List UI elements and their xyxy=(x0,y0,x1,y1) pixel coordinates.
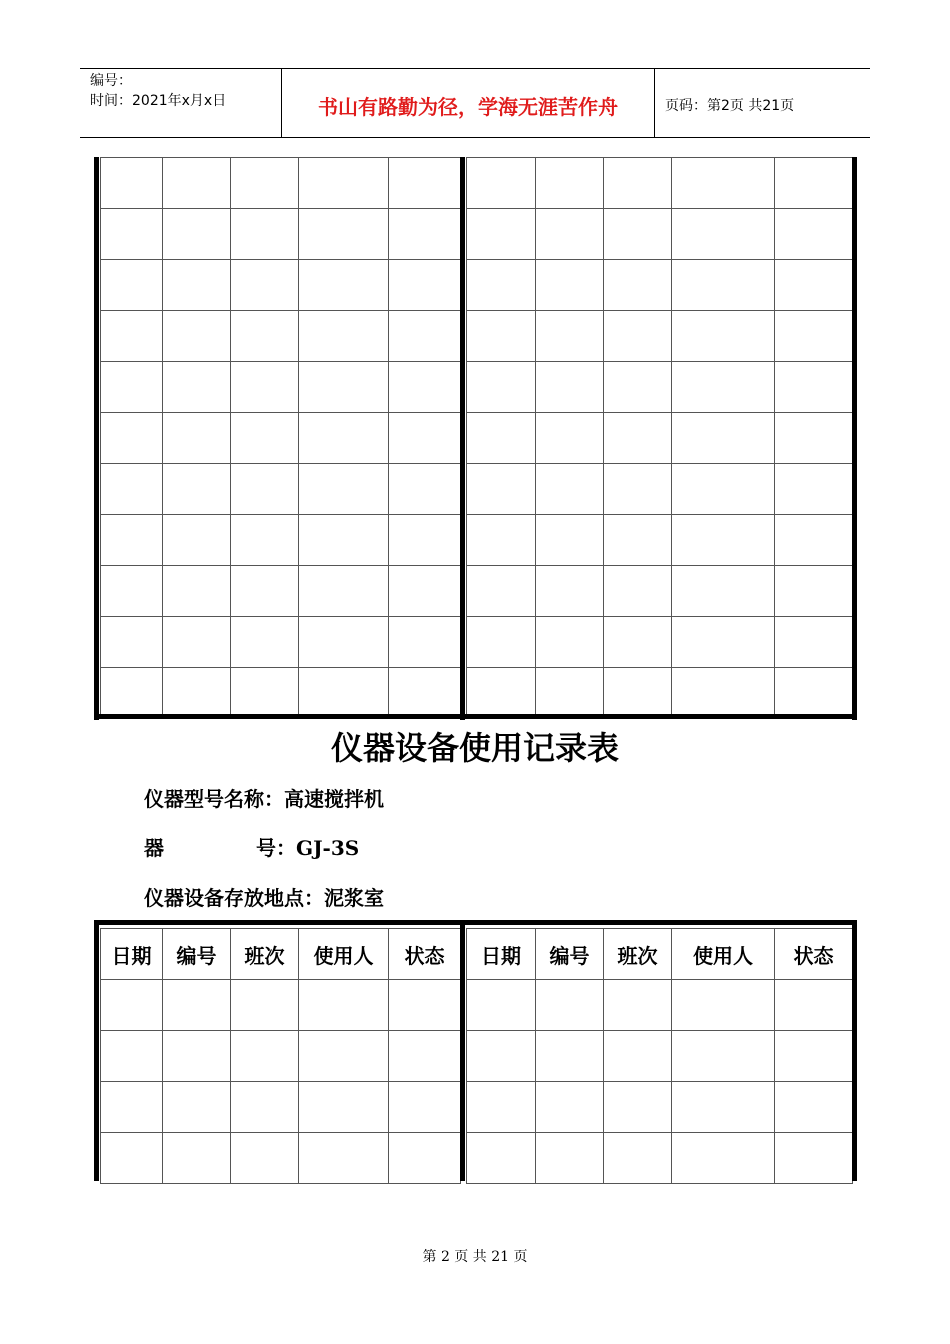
table-cell xyxy=(299,668,389,719)
table-cell xyxy=(672,413,775,464)
record-header-row-left xyxy=(101,929,461,980)
top-grid-bottom-border xyxy=(94,714,857,719)
table-cell xyxy=(231,311,299,362)
table-cell xyxy=(775,209,853,260)
table-cell xyxy=(389,311,461,362)
table-cell xyxy=(536,311,604,362)
table-row xyxy=(467,566,853,617)
id-label: 器 xyxy=(144,836,164,860)
table-cell xyxy=(299,464,389,515)
table-row xyxy=(467,1031,853,1082)
motto: 书山有路勤为径，学海无涯苦作舟 xyxy=(318,95,618,119)
table-cell xyxy=(163,1082,231,1133)
model-line xyxy=(144,786,384,812)
table-cell xyxy=(536,1031,604,1082)
column-header-number: 编号 xyxy=(163,929,231,980)
table-row xyxy=(101,1133,461,1184)
table-cell xyxy=(775,1031,853,1082)
time-label: 时间：2021年x月x日 xyxy=(90,93,227,109)
table-row xyxy=(467,980,853,1031)
table-cell xyxy=(389,260,461,311)
table-cell xyxy=(389,980,461,1031)
table-cell xyxy=(299,515,389,566)
table-cell xyxy=(231,668,299,719)
table-cell xyxy=(101,1031,163,1082)
table-cell xyxy=(389,464,461,515)
table-cell xyxy=(775,158,853,209)
table-cell xyxy=(299,413,389,464)
table-cell xyxy=(672,158,775,209)
table-cell xyxy=(231,566,299,617)
table-cell xyxy=(467,1133,536,1184)
table-cell xyxy=(163,158,231,209)
record-table-left-border xyxy=(94,920,99,1181)
table-cell xyxy=(604,1133,672,1184)
table-cell xyxy=(299,980,389,1031)
table-cell xyxy=(231,1031,299,1082)
table-cell xyxy=(163,1031,231,1082)
table-cell xyxy=(299,566,389,617)
table-cell xyxy=(672,1133,775,1184)
table-row xyxy=(101,464,461,515)
table-cell xyxy=(775,362,853,413)
table-cell xyxy=(536,668,604,719)
column-header-user: 使用人 xyxy=(672,929,775,980)
table-cell xyxy=(672,980,775,1031)
table-cell xyxy=(467,311,536,362)
table-cell xyxy=(775,311,853,362)
table-row xyxy=(101,566,461,617)
record-table-right-border xyxy=(852,920,857,1181)
table-row xyxy=(467,1082,853,1133)
table-cell xyxy=(672,209,775,260)
table-cell xyxy=(467,1031,536,1082)
table-cell xyxy=(775,668,853,719)
table-cell xyxy=(299,617,389,668)
location-value: 泥浆室 xyxy=(324,886,384,910)
table-cell xyxy=(101,515,163,566)
table-cell xyxy=(101,566,163,617)
table-cell xyxy=(101,1133,163,1184)
table-row xyxy=(101,515,461,566)
table-cell xyxy=(467,362,536,413)
table-cell xyxy=(775,1082,853,1133)
table-cell xyxy=(604,413,672,464)
table-row xyxy=(101,260,461,311)
record-header-row-right xyxy=(467,929,853,980)
table-row xyxy=(101,980,461,1031)
id-line xyxy=(144,835,359,861)
table-cell xyxy=(775,413,853,464)
column-header-user: 使用人 xyxy=(299,929,389,980)
location-label: 仪器设备存放地点： xyxy=(144,886,324,910)
table-cell xyxy=(389,1082,461,1133)
table-cell xyxy=(536,1133,604,1184)
column-header-date: 日期 xyxy=(467,929,536,980)
table-cell xyxy=(101,209,163,260)
table-cell xyxy=(604,617,672,668)
table-cell xyxy=(163,413,231,464)
table-cell xyxy=(101,158,163,209)
table-cell xyxy=(231,1133,299,1184)
table-cell xyxy=(672,566,775,617)
top-grid-center-border xyxy=(460,157,465,720)
table-cell xyxy=(231,362,299,413)
top-grid-left xyxy=(100,157,461,719)
table-cell xyxy=(604,260,672,311)
table-row xyxy=(467,158,853,209)
table-row xyxy=(101,1082,461,1133)
table-cell xyxy=(389,1031,461,1082)
table-cell xyxy=(299,362,389,413)
table-cell xyxy=(536,515,604,566)
table-cell xyxy=(163,617,231,668)
table-cell xyxy=(231,617,299,668)
table-cell xyxy=(672,260,775,311)
table-row xyxy=(467,1133,853,1184)
table-row xyxy=(467,668,853,719)
table-cell xyxy=(163,464,231,515)
record-table-top-border xyxy=(94,920,857,925)
header-motto-cell xyxy=(282,69,655,137)
table-cell xyxy=(672,464,775,515)
column-header-shift: 班次 xyxy=(231,929,299,980)
page-info: 页码：第2页 共21页 xyxy=(665,98,795,114)
table-cell xyxy=(536,464,604,515)
table-cell xyxy=(299,311,389,362)
table-cell xyxy=(101,311,163,362)
table-cell xyxy=(163,311,231,362)
table-cell xyxy=(775,980,853,1031)
table-cell xyxy=(775,515,853,566)
table-cell xyxy=(231,260,299,311)
table-cell xyxy=(672,362,775,413)
table-cell xyxy=(299,209,389,260)
location-line xyxy=(144,885,384,911)
table-cell xyxy=(775,260,853,311)
top-grid-right-border xyxy=(852,157,857,720)
table-cell xyxy=(467,209,536,260)
id-label-suffix: 号： xyxy=(256,836,296,860)
table-cell xyxy=(101,617,163,668)
column-header-date: 日期 xyxy=(101,929,163,980)
page-header xyxy=(80,68,870,138)
table-cell xyxy=(163,668,231,719)
table-cell xyxy=(672,668,775,719)
column-header-shift: 班次 xyxy=(604,929,672,980)
table-row xyxy=(467,617,853,668)
table-cell xyxy=(101,668,163,719)
table-cell xyxy=(604,1031,672,1082)
table-cell xyxy=(389,566,461,617)
table-cell xyxy=(299,1031,389,1082)
table-cell xyxy=(467,668,536,719)
table-cell xyxy=(163,260,231,311)
table-cell xyxy=(163,515,231,566)
table-cell xyxy=(389,209,461,260)
table-cell xyxy=(231,158,299,209)
column-header-status: 状态 xyxy=(775,929,853,980)
table-cell xyxy=(536,209,604,260)
record-table-center-border xyxy=(460,920,465,1181)
table-row xyxy=(101,617,461,668)
table-cell xyxy=(467,980,536,1031)
table-cell xyxy=(231,980,299,1031)
table-cell xyxy=(672,617,775,668)
table-cell xyxy=(101,1082,163,1133)
table-cell xyxy=(389,362,461,413)
table-cell xyxy=(389,515,461,566)
table-cell xyxy=(163,362,231,413)
page-title: 仪器设备使用记录表 xyxy=(330,729,619,767)
table-cell xyxy=(389,668,461,719)
table-cell xyxy=(775,617,853,668)
table-cell xyxy=(299,158,389,209)
table-cell xyxy=(467,1082,536,1133)
table-cell xyxy=(231,1082,299,1133)
table-cell xyxy=(536,617,604,668)
table-cell xyxy=(101,260,163,311)
table-row xyxy=(467,260,853,311)
header-page-cell xyxy=(655,69,870,137)
table-cell xyxy=(101,362,163,413)
header-meta xyxy=(80,69,282,137)
table-row xyxy=(467,464,853,515)
table-cell xyxy=(389,1133,461,1184)
table-cell xyxy=(299,260,389,311)
table-cell xyxy=(604,515,672,566)
table-row xyxy=(467,413,853,464)
table-cell xyxy=(389,413,461,464)
table-cell xyxy=(231,413,299,464)
table-cell xyxy=(672,1082,775,1133)
table-cell xyxy=(604,566,672,617)
table-cell xyxy=(604,311,672,362)
table-cell xyxy=(467,464,536,515)
table-cell xyxy=(604,209,672,260)
table-row xyxy=(101,413,461,464)
record-table-left xyxy=(100,928,461,1184)
table-row xyxy=(101,668,461,719)
record-table-right xyxy=(466,928,853,1184)
table-cell xyxy=(536,362,604,413)
table-row xyxy=(101,158,461,209)
table-cell xyxy=(467,566,536,617)
table-row xyxy=(101,1031,461,1082)
table-cell xyxy=(775,464,853,515)
table-cell xyxy=(672,515,775,566)
column-header-number: 编号 xyxy=(536,929,604,980)
table-cell xyxy=(536,980,604,1031)
table-row xyxy=(467,362,853,413)
table-cell xyxy=(467,617,536,668)
table-row xyxy=(101,362,461,413)
table-cell xyxy=(163,1133,231,1184)
table-cell xyxy=(299,1082,389,1133)
table-cell xyxy=(163,980,231,1031)
table-cell xyxy=(536,260,604,311)
table-row xyxy=(467,311,853,362)
table-cell xyxy=(775,566,853,617)
table-cell xyxy=(536,413,604,464)
table-row xyxy=(467,515,853,566)
table-cell xyxy=(467,515,536,566)
table-cell xyxy=(536,1082,604,1133)
id-value: GJ-3S xyxy=(296,836,360,860)
model-label: 仪器型号名称： xyxy=(144,787,284,811)
top-grid-right xyxy=(466,157,853,719)
table-cell xyxy=(604,464,672,515)
top-grid-left-border xyxy=(94,157,99,720)
table-cell xyxy=(536,158,604,209)
table-cell xyxy=(467,158,536,209)
page-footer: 第 2 页 共 21 页 xyxy=(422,1249,528,1265)
table-cell xyxy=(163,566,231,617)
table-cell xyxy=(604,668,672,719)
table-cell xyxy=(672,311,775,362)
table-cell xyxy=(604,980,672,1031)
table-cell xyxy=(101,464,163,515)
table-cell xyxy=(604,158,672,209)
table-cell xyxy=(604,1082,672,1133)
table-row xyxy=(101,311,461,362)
table-cell xyxy=(467,260,536,311)
table-cell xyxy=(231,515,299,566)
table-cell xyxy=(536,566,604,617)
table-row xyxy=(101,209,461,260)
table-cell xyxy=(101,413,163,464)
table-cell xyxy=(101,980,163,1031)
table-cell xyxy=(231,464,299,515)
table-cell xyxy=(389,158,461,209)
table-cell xyxy=(299,1133,389,1184)
number-label: 编号： xyxy=(90,73,132,89)
table-cell xyxy=(163,209,231,260)
table-row xyxy=(467,209,853,260)
table-cell xyxy=(672,1031,775,1082)
table-cell xyxy=(604,362,672,413)
column-header-status: 状态 xyxy=(389,929,461,980)
model-value: 高速搅拌机 xyxy=(284,787,384,811)
table-cell xyxy=(775,1133,853,1184)
table-cell xyxy=(389,617,461,668)
table-cell xyxy=(231,209,299,260)
table-cell xyxy=(467,413,536,464)
